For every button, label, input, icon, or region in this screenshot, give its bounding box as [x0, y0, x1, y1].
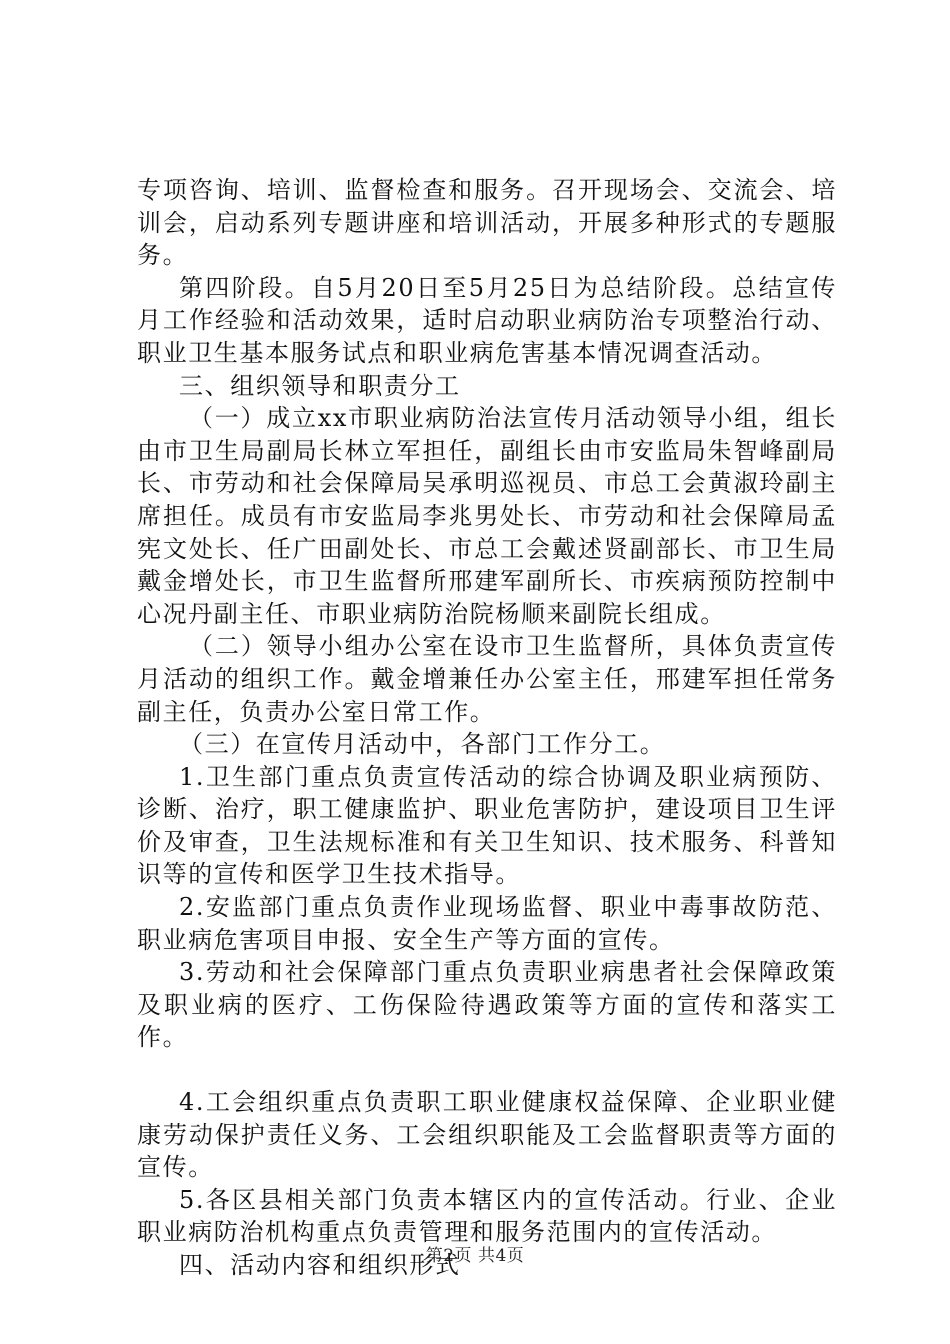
page-number-footer: 第2页 共4页 [425, 1246, 525, 1266]
paragraph-office: （二）领导小组办公室在设市卫生监督所，具体负责宣传月活动的组织工作。戴金增兼任办公室主任，邢建军担任常务副主任，负责办公室日常工作。 [137, 632, 837, 726]
paragraph-division-of-work: （三）在宣传月活动中，各部门工作分工。 [179, 730, 666, 759]
paragraph-stage-four: 第四阶段。自5月20日至5月25日为总结阶段。总结宣传月工作经验和活动效果，适时启动职业病防治专项整治行动、职业卫生基本服务试点和职业病危害基本情况调查活动。 [137, 273, 837, 367]
list-item-trade-union: 4.工会组织重点负责职工职业健康权益保障、企业职业健康劳动保护责任义务、工会组织职能及工会监督职责等方面的宣传。 [137, 1088, 837, 1182]
paragraph-continuation: 专项咨询、培训、监督检查和服务。召开现场会、交流会、培训会，启动系列专题讲座和培训活动，开展多种形式的专题服务。 [137, 176, 837, 270]
list-item-safety-department: 2.安监部门重点负责作业现场监督、职业中毒事故防范、职业病危害项目申报、安全生产等方面的宣传。 [137, 893, 837, 954]
section-heading-organization: 三、组织领导和职责分工 [179, 371, 461, 400]
document-body [137, 174, 837, 1282]
paragraph-leading-group: （一）成立xx市职业病防治法宣传月活动领导小组，组长由市卫生局副局长林立军担任，副组长由市安监局朱智峰副局长、市劳动和社会保障局吴承明巡视员、市总工会黄淑玲副主席担任。成员有市安监局李兆男处长、市劳动和社会保障局孟宪文处长、任广田副处长、市总工会戴述贤副部长、市卫生局戴金增处长，市卫生监督所邢建军副所长、市疾病预防控制中心况丹副主任、市职业病防治院杨顺来副院长组成。 [137, 404, 837, 628]
list-item-labor-department: 3.劳动和社会保障部门重点负责职业病患者社会保障政策及职业病的医疗、工伤保险待遇政策等方面的宣传和落实工作。 [137, 958, 837, 1052]
list-item-health-department: 1.卫生部门重点负责宣传活动的综合协调及职业病预防、诊断、治疗，职工健康监护、职业危害防护，建设项目卫生评价及审查，卫生法规标准和有关卫生知识、技术服务、科普知识等的宣传和医学卫生技术指导。 [137, 762, 837, 889]
section-heading-activities: 四、活动内容和组织形式 [179, 1251, 461, 1279]
list-item-districts: 5.各区县相关部门负责本辖区内的宣传活动。行业、企业职业病防治机构重点负责管理和服务范围内的宣传活动。 [137, 1185, 837, 1247]
